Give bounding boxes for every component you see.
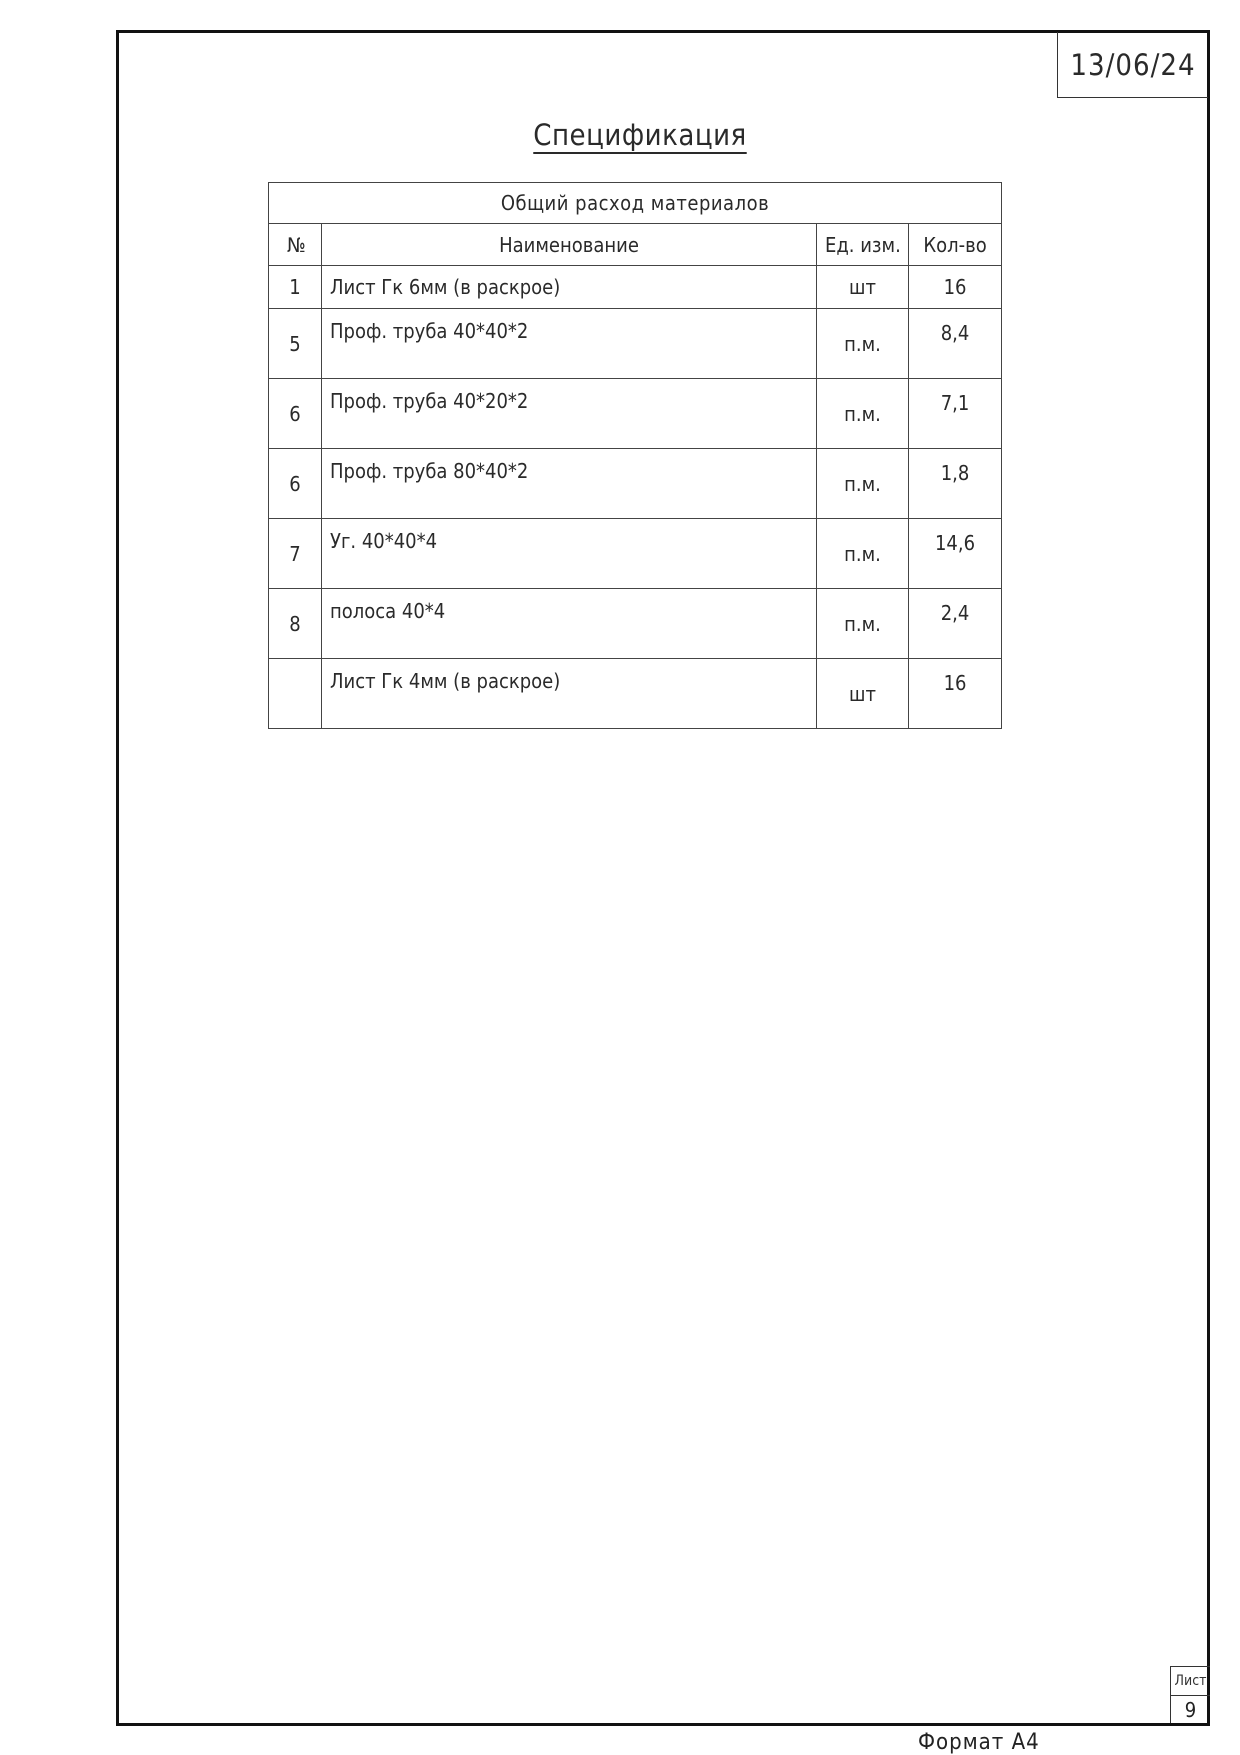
table-header-row [269, 224, 1002, 266]
header-qty: Кол-во [909, 224, 1002, 266]
row-num: 5 [269, 309, 322, 379]
row-num: 6 [269, 379, 322, 449]
table-row [269, 309, 1002, 379]
table-row [269, 449, 1002, 519]
row-unit: п.м. [817, 309, 909, 379]
header-name: Наименование [322, 224, 817, 266]
row-name: Уг. 40*40*4 [322, 519, 817, 589]
specification-table [268, 182, 1002, 729]
table-row [269, 266, 1002, 309]
table-row [269, 659, 1002, 729]
date-stamp: 13/06/24 [1057, 32, 1208, 98]
format-label: Формат А4 [918, 1730, 1040, 1755]
row-qty: 1,8 [909, 449, 1002, 519]
row-unit: шт [817, 266, 909, 309]
row-num: 8 [269, 589, 322, 659]
table-caption-row [269, 183, 1002, 224]
table-row [269, 589, 1002, 659]
row-name: Лист Гк 4мм (в раскрое) [322, 659, 817, 729]
table-row [269, 519, 1002, 589]
row-num: 7 [269, 519, 322, 589]
row-name: Лист Гк 6мм (в раскрое) [322, 266, 817, 309]
row-qty: 2,4 [909, 589, 1002, 659]
row-unit: шт [817, 659, 909, 729]
row-qty: 16 [909, 266, 1002, 309]
row-num: 1 [269, 266, 322, 309]
row-qty: 8,4 [909, 309, 1002, 379]
sheet-number-box [1170, 1666, 1210, 1723]
sheet-label: Лист [1171, 1667, 1210, 1696]
row-num: 6 [269, 449, 322, 519]
row-qty: 16 [909, 659, 1002, 729]
row-unit: п.м. [817, 589, 909, 659]
row-name: полоса 40*4 [322, 589, 817, 659]
page-title: Спецификация [533, 118, 747, 152]
row-qty: 7,1 [909, 379, 1002, 449]
row-num [269, 659, 322, 729]
table-row [269, 379, 1002, 449]
header-num: № [269, 224, 322, 266]
row-name: Проф. труба 40*40*2 [322, 309, 817, 379]
row-name: Проф. труба 80*40*2 [322, 449, 817, 519]
row-name: Проф. труба 40*20*2 [322, 379, 817, 449]
row-unit: п.м. [817, 449, 909, 519]
row-unit: п.м. [817, 519, 909, 589]
sheet-number: 9 [1184, 1697, 1197, 1722]
row-qty: 14,6 [909, 519, 1002, 589]
row-unit: п.м. [817, 379, 909, 449]
table-caption: Общий расход материалов [269, 183, 1002, 224]
header-unit: Ед. изм. [817, 224, 909, 266]
